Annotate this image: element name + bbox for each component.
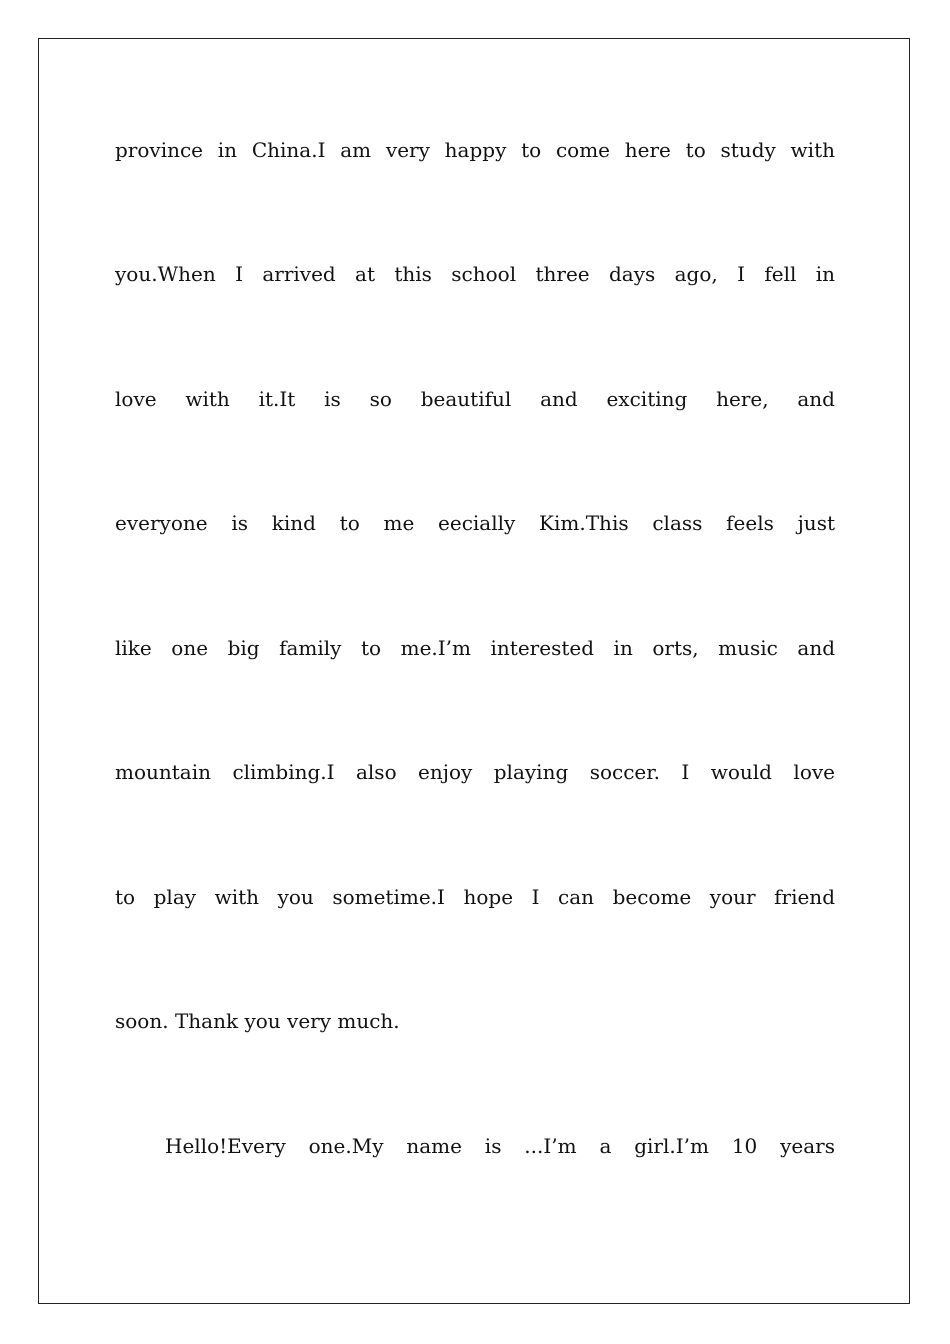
page-frame (38, 38, 910, 1304)
text-line: everyone is kind to me eecially Kim.This class feels just (115, 511, 835, 535)
text-line: you.When I arrived at this school three days ago, I fell in (115, 262, 835, 286)
text-line: province in China.I am very happy to come here to study with (115, 138, 835, 162)
text-line: like one big family to me.I’m interested in orts, music and (115, 636, 835, 660)
text-line: love with it.It is so beautiful and exciting here, and (115, 387, 835, 411)
text-line: to play with you sometime.I hope I can become your friend (115, 885, 835, 909)
paragraph-start-line: Hello!Every one.My name is ...I’m a girl.I’m 10 years (165, 1134, 835, 1158)
text-line: mountain climbing.I also enjoy playing soccer. I would love (115, 760, 835, 784)
text-line: soon. Thank you very much. (115, 1009, 400, 1033)
